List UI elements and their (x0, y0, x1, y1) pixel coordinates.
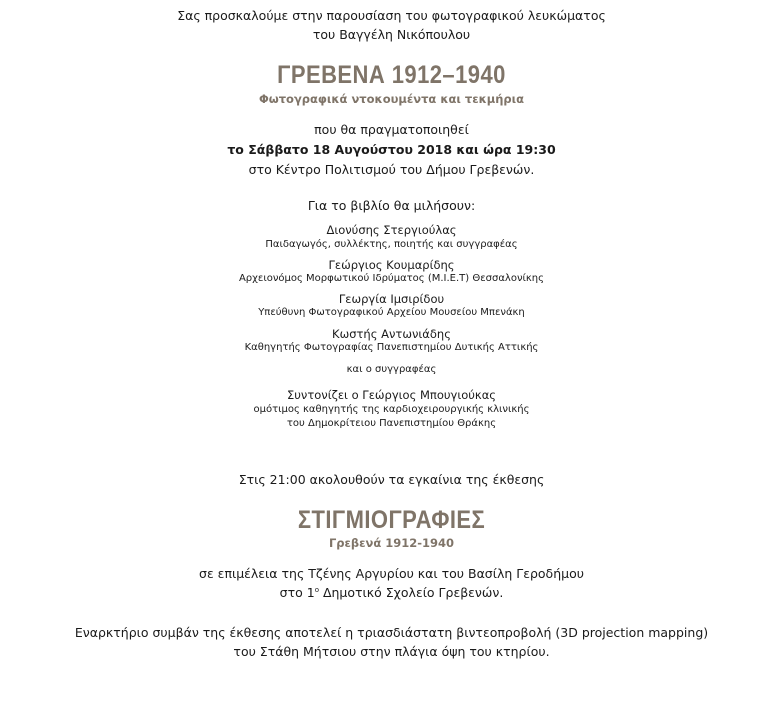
curation-line-2: στο $1^o$ Δημοτικό Σχολείο Γρεβενών. (279, 585, 504, 600)
speaker-name: Γεώργιος Κουμαρίδης (328, 258, 455, 272)
book-title: ΓΡΕΒΕΝΑ 1912–1940 (277, 61, 506, 89)
speaker-role: Αρχειονόμος Μορφωτικού Ιδρύματος (Μ.Ι.Ε.Τ) Θεσσαλονίκης (238, 273, 545, 284)
event-venue: στο Κέντρο Πολιτισμού του Δήμου Γρεβενών. (248, 162, 535, 177)
coordinator-line-2: ομότιμος καθηγητής της καρδιοχειρουργικής κλινικής (253, 404, 530, 415)
closing-line-2: του Στάθη Μήτσιου στην πλάγια όψη του κτηρίου. (233, 644, 550, 659)
intro-line-2: του Βαγγέλη Νικόπουλου (312, 27, 471, 42)
speaker-name: Διονύσης Στεργιούλας (326, 223, 457, 237)
exhibition-title: ΣΤΙΓΜΙΟΓΡΑΦΙΕΣ (297, 506, 486, 534)
intro-line-1: Σας προσκαλούμε στην παρουσίαση του φωτογραφικού λευκώματος (177, 8, 606, 23)
exhibition-intro: Στις 21:00 ακολουθούν τα εγκαίνια της έκθεσης (238, 472, 545, 487)
speaker-role: Παιδαγωγός, συλλέκτης, ποιητής και συγγραφέας (265, 239, 518, 250)
speaker-role: Καθηγητής Φωτογραφίας Πανεπιστημίου Δυτικής Αττικής (244, 342, 539, 353)
speaker-role: Υπεύθυνη Φωτογραφικού Αρχείου Μουσείου Μπενάκη (258, 307, 525, 318)
exhibition-subtitle: Γρεβενά 1912-1940 (328, 536, 455, 550)
coordinator-line-3: του Δημοκρίτειου Πανεπιστημίου Θράκης (286, 418, 497, 429)
and-author: και ο συγγραφέας (346, 364, 437, 375)
speakers-heading: Για το βιβλίο θα μιλήσουν: (307, 198, 476, 213)
book-subtitle: Φωτογραφικά ντοκουμέντα και τεκμήρια (258, 92, 525, 106)
coordinator-line-1: Συντονίζει ο Γεώργιος Μπουγιούκας (286, 388, 497, 402)
speaker-name: Κωστής Αντωνιάδης (332, 327, 451, 341)
event-line-1: που θα πραγματοποιηθεί (314, 122, 469, 137)
event-date: το Σάββατο 18 Αυγούστου 2018 και ώρα 19:30 (227, 142, 556, 157)
speaker-name: Γεωργία Ιμσιρίδου (338, 292, 445, 306)
closing-line-1: Εναρκτήριο συμβάν της έκθεσης αποτελεί η τριασδιάστατη βιντεοπροβολή (3D projection mapping) (74, 625, 709, 640)
curation-line-1: σε επιμέλεια της Τζένης Αργυρίου και του Βασίλη Γεροδήμου (199, 566, 584, 581)
